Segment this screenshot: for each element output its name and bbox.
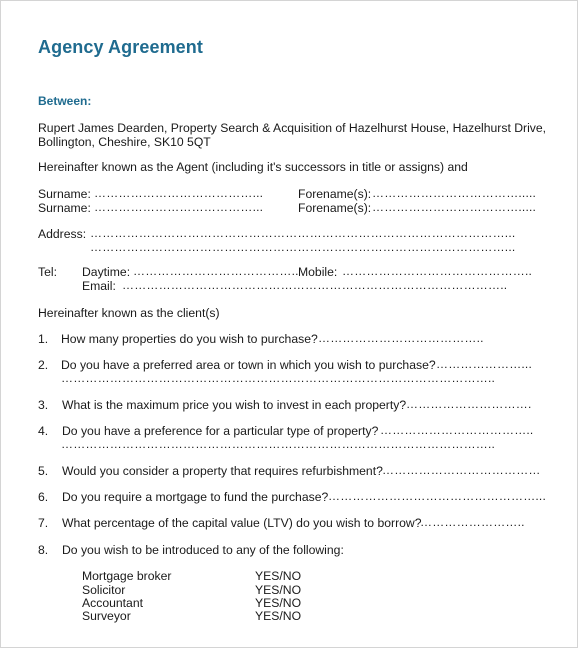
email-label: Email: [82, 279, 116, 293]
q2-answer-field[interactable]: …………………... [436, 357, 533, 371]
option-label: Mortgage broker [82, 569, 172, 583]
q3-number: 3. [38, 398, 49, 412]
q2-answer-field-line-2[interactable]: …………………………………………………………………………………………….. [61, 371, 496, 385]
q5-answer-field[interactable]: ………………………………… [382, 463, 541, 477]
forename-field[interactable]: ………………………………..... [372, 186, 537, 200]
q7-answer-field[interactable]: …………………….. [420, 515, 525, 529]
forename-label: Forename(s): [298, 187, 372, 201]
daytime-label: Daytime: [82, 265, 131, 279]
party-line-1: Rupert James Dearden, Property Search & Acquisition of Hazelhurst House, Hazelhurst Drive, [38, 121, 547, 135]
q4-answer-field-line-2[interactable]: …………………………………………………………………………………………….. [61, 437, 496, 451]
forename-label-2: Forename(s): [298, 201, 372, 215]
address-field-line-2[interactable]: …………………………………………………………………………………………... [90, 240, 516, 254]
surname-label: Surname: [38, 187, 91, 201]
tel-label: Tel: [38, 265, 57, 279]
q1-number: 1. [38, 332, 49, 346]
option-label: Accountant [82, 596, 143, 610]
option-label: Solicitor [82, 583, 126, 597]
q6-number: 6. [38, 490, 49, 504]
address-label: Address: [38, 227, 87, 241]
q6-answer-field[interactable]: ……………………………………………... [328, 489, 547, 503]
address-field-line-1[interactable]: …………………………………………………………………………………………... [90, 226, 516, 240]
q3-answer-field[interactable]: …………………………. [406, 397, 532, 411]
surname-label-2: Surname: [38, 201, 91, 215]
q1-answer-field[interactable]: ………………………………….. [318, 331, 484, 345]
mobile-label: Mobile: [298, 265, 338, 279]
email-field[interactable]: ………………………………………………………………………………….. [122, 278, 508, 292]
option-answer[interactable]: YES/NO [255, 569, 302, 583]
q5-text: Would you consider a property that requires refurbishment? [62, 464, 383, 478]
q3-text: What is the maximum price you wish to invest in each property? [62, 398, 407, 412]
option-answer[interactable]: YES/NO [255, 583, 302, 597]
daytime-field[interactable]: ………………………………….. [133, 264, 299, 278]
page-title: Agency Agreement [38, 37, 203, 57]
option-answer[interactable]: YES/NO [255, 609, 302, 623]
q8-text: Do you wish to be introduced to any of the following: [62, 543, 344, 557]
q4-answer-field[interactable]: ……………………………….. [380, 423, 534, 437]
between-label: Between: [38, 94, 92, 108]
q1-text: How many properties do you wish to purchase? [61, 332, 318, 346]
surname-field[interactable]: …………………………………... [94, 186, 264, 200]
client-clause: Hereinafter known as the client(s) [38, 306, 220, 320]
option-answer[interactable]: YES/NO [255, 596, 302, 610]
q2-text: Do you have a preferred area or town in which you wish to purchase? [61, 358, 436, 372]
agent-clause: Hereinafter known as the Agent (including it's successors in title or assigns) and [38, 160, 468, 174]
surname-field-2[interactable]: …………………………………... [94, 200, 264, 214]
q6-text: Do you require a mortgage to fund the purchase? [62, 490, 329, 504]
option-label: Surveyor [82, 609, 131, 623]
q7-text: What percentage of the capital value (LTV) do you wish to borrow? [62, 516, 422, 530]
mobile-field[interactable]: ……………………………………….. [342, 264, 533, 278]
q4-number: 4. [38, 424, 49, 438]
q5-number: 5. [38, 464, 49, 478]
q7-number: 7. [38, 516, 49, 530]
q2-number: 2. [38, 358, 49, 372]
forename-field-2[interactable]: ………………………………..... [372, 200, 537, 214]
q8-number: 8. [38, 543, 49, 557]
party-line-2: Bollington, Cheshire, SK10 5QT [38, 135, 211, 149]
q4-text: Do you have a preference for a particular type of property? [62, 424, 379, 438]
